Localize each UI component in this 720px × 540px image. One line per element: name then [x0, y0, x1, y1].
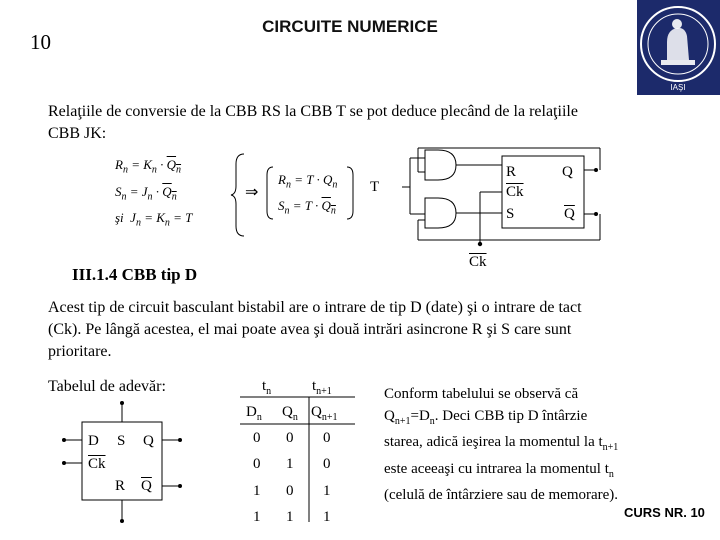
equation-rn: $R_n = K_n \cdot Q_n$	[115, 157, 182, 176]
intro-text	[48, 101, 688, 145]
truth-table-body	[246, 430, 346, 535]
equation-sn: $S_n = J_n \cdot Q_n$	[115, 184, 177, 203]
out-qbar-label: $\overline{Q}$	[564, 206, 575, 222]
truth-table-col-qn1: $Q_{n+1}$	[311, 404, 338, 423]
rs-to-t-circuit	[380, 140, 610, 275]
d-pin-s-label: S	[117, 433, 126, 449]
slide-title: CIRCUITE NUMERICE	[262, 17, 438, 36]
d-pin-r-label: R	[115, 478, 126, 494]
intro-line-2: CBB JK:	[48, 125, 107, 142]
equation-rn-t: $R_n = T \cdot Q_n$	[278, 172, 338, 191]
cell-qn: 1	[286, 509, 294, 525]
cell-qn: 1	[286, 456, 294, 472]
truth-table-row	[246, 509, 346, 535]
footer-course-number: CURS NR. 10	[624, 505, 705, 520]
svg-text:IAŞI: IAŞI	[670, 83, 686, 92]
clock-label: $\overline{Ck}$	[469, 254, 487, 270]
equation-jk: şi $J_n = K_n = T$	[115, 210, 193, 229]
si-word: şi	[115, 210, 124, 225]
truth-table-row	[246, 483, 346, 509]
explanation-line-5: (celulă de întârziere sau de memorare).	[384, 487, 619, 503]
explanation-line-4: este aceeaşi cu intrarea la momentul $t_n$	[384, 460, 614, 480]
truth-table-head-tn1: $t_{n+1}$	[312, 378, 332, 397]
d-flipflop-symbol	[60, 400, 190, 530]
cell-dn: 0	[253, 430, 261, 446]
truth-table-col-dn: $D_n$	[246, 404, 262, 423]
out-q-label: Q	[562, 164, 573, 180]
cell-dn: 1	[253, 483, 261, 499]
cell-qn1: 0	[323, 456, 331, 472]
truth-table-label: Tabelul de adevăr:	[48, 378, 166, 395]
intro-line-1: Relaţiile de conversie de la CBB RS la CBB T se pot deduce plecând de la relaţiile	[48, 103, 578, 120]
d-pin-qbar-label: $\overline{Q}$	[141, 478, 152, 494]
explanation-line-3: starea, adică ieşirea la momentul la $t_{n+1}$	[384, 434, 619, 453]
university-logo	[637, 0, 720, 95]
equation-bracket	[265, 165, 355, 221]
description-paragraph	[48, 297, 698, 363]
explanation-line-2: $Q_{n+1}=D_n$. Deci CBB tip D întârzie	[384, 407, 588, 427]
equation-sn-t: $S_n = T \cdot Q_n$	[278, 198, 336, 217]
paragraph-line-1: Acest tip de circuit basculant bistabil are o intrare de tip D (date) şi o intrare de tact	[48, 299, 582, 316]
truth-table-head-tn: $t_n$	[262, 378, 272, 397]
section-heading: III.1.4 CBB tip D	[72, 265, 198, 284]
cell-dn: 0	[253, 456, 261, 472]
d-pin-d-label: D	[88, 433, 99, 449]
paragraph-line-2: (Ck). Pe lângă acestea, el mai poate avea şi două intrări asincrone R şi S care sunt	[48, 321, 572, 338]
d-pin-q-label: Q	[143, 433, 154, 449]
truth-table-col-qn: $Q_n$	[282, 404, 298, 423]
d-pin-ck-label: $\overline{Ck}$	[88, 456, 106, 472]
cell-qn: 0	[286, 430, 294, 446]
cell-qn1: 1	[323, 483, 331, 499]
cell-qn1: 0	[323, 430, 331, 446]
implies-arrow: ⇒	[245, 184, 259, 201]
t-input-label: T	[370, 179, 380, 195]
paragraph-line-3: prioritare.	[48, 343, 112, 360]
slide-number: 10	[30, 30, 51, 54]
truth-table-row	[246, 430, 346, 456]
truth-table-row	[246, 456, 346, 483]
pin-r-label: R	[506, 164, 517, 180]
cell-qn: 0	[286, 483, 294, 499]
explanation-text	[384, 384, 684, 507]
pin-s-label: S	[506, 206, 515, 222]
explanation-line-1: Conform tabelului se observă că	[384, 386, 579, 402]
pin-ck-label: $\overline{Ck}$	[506, 184, 524, 200]
cell-qn1: 1	[323, 509, 331, 525]
cell-dn: 1	[253, 509, 261, 525]
